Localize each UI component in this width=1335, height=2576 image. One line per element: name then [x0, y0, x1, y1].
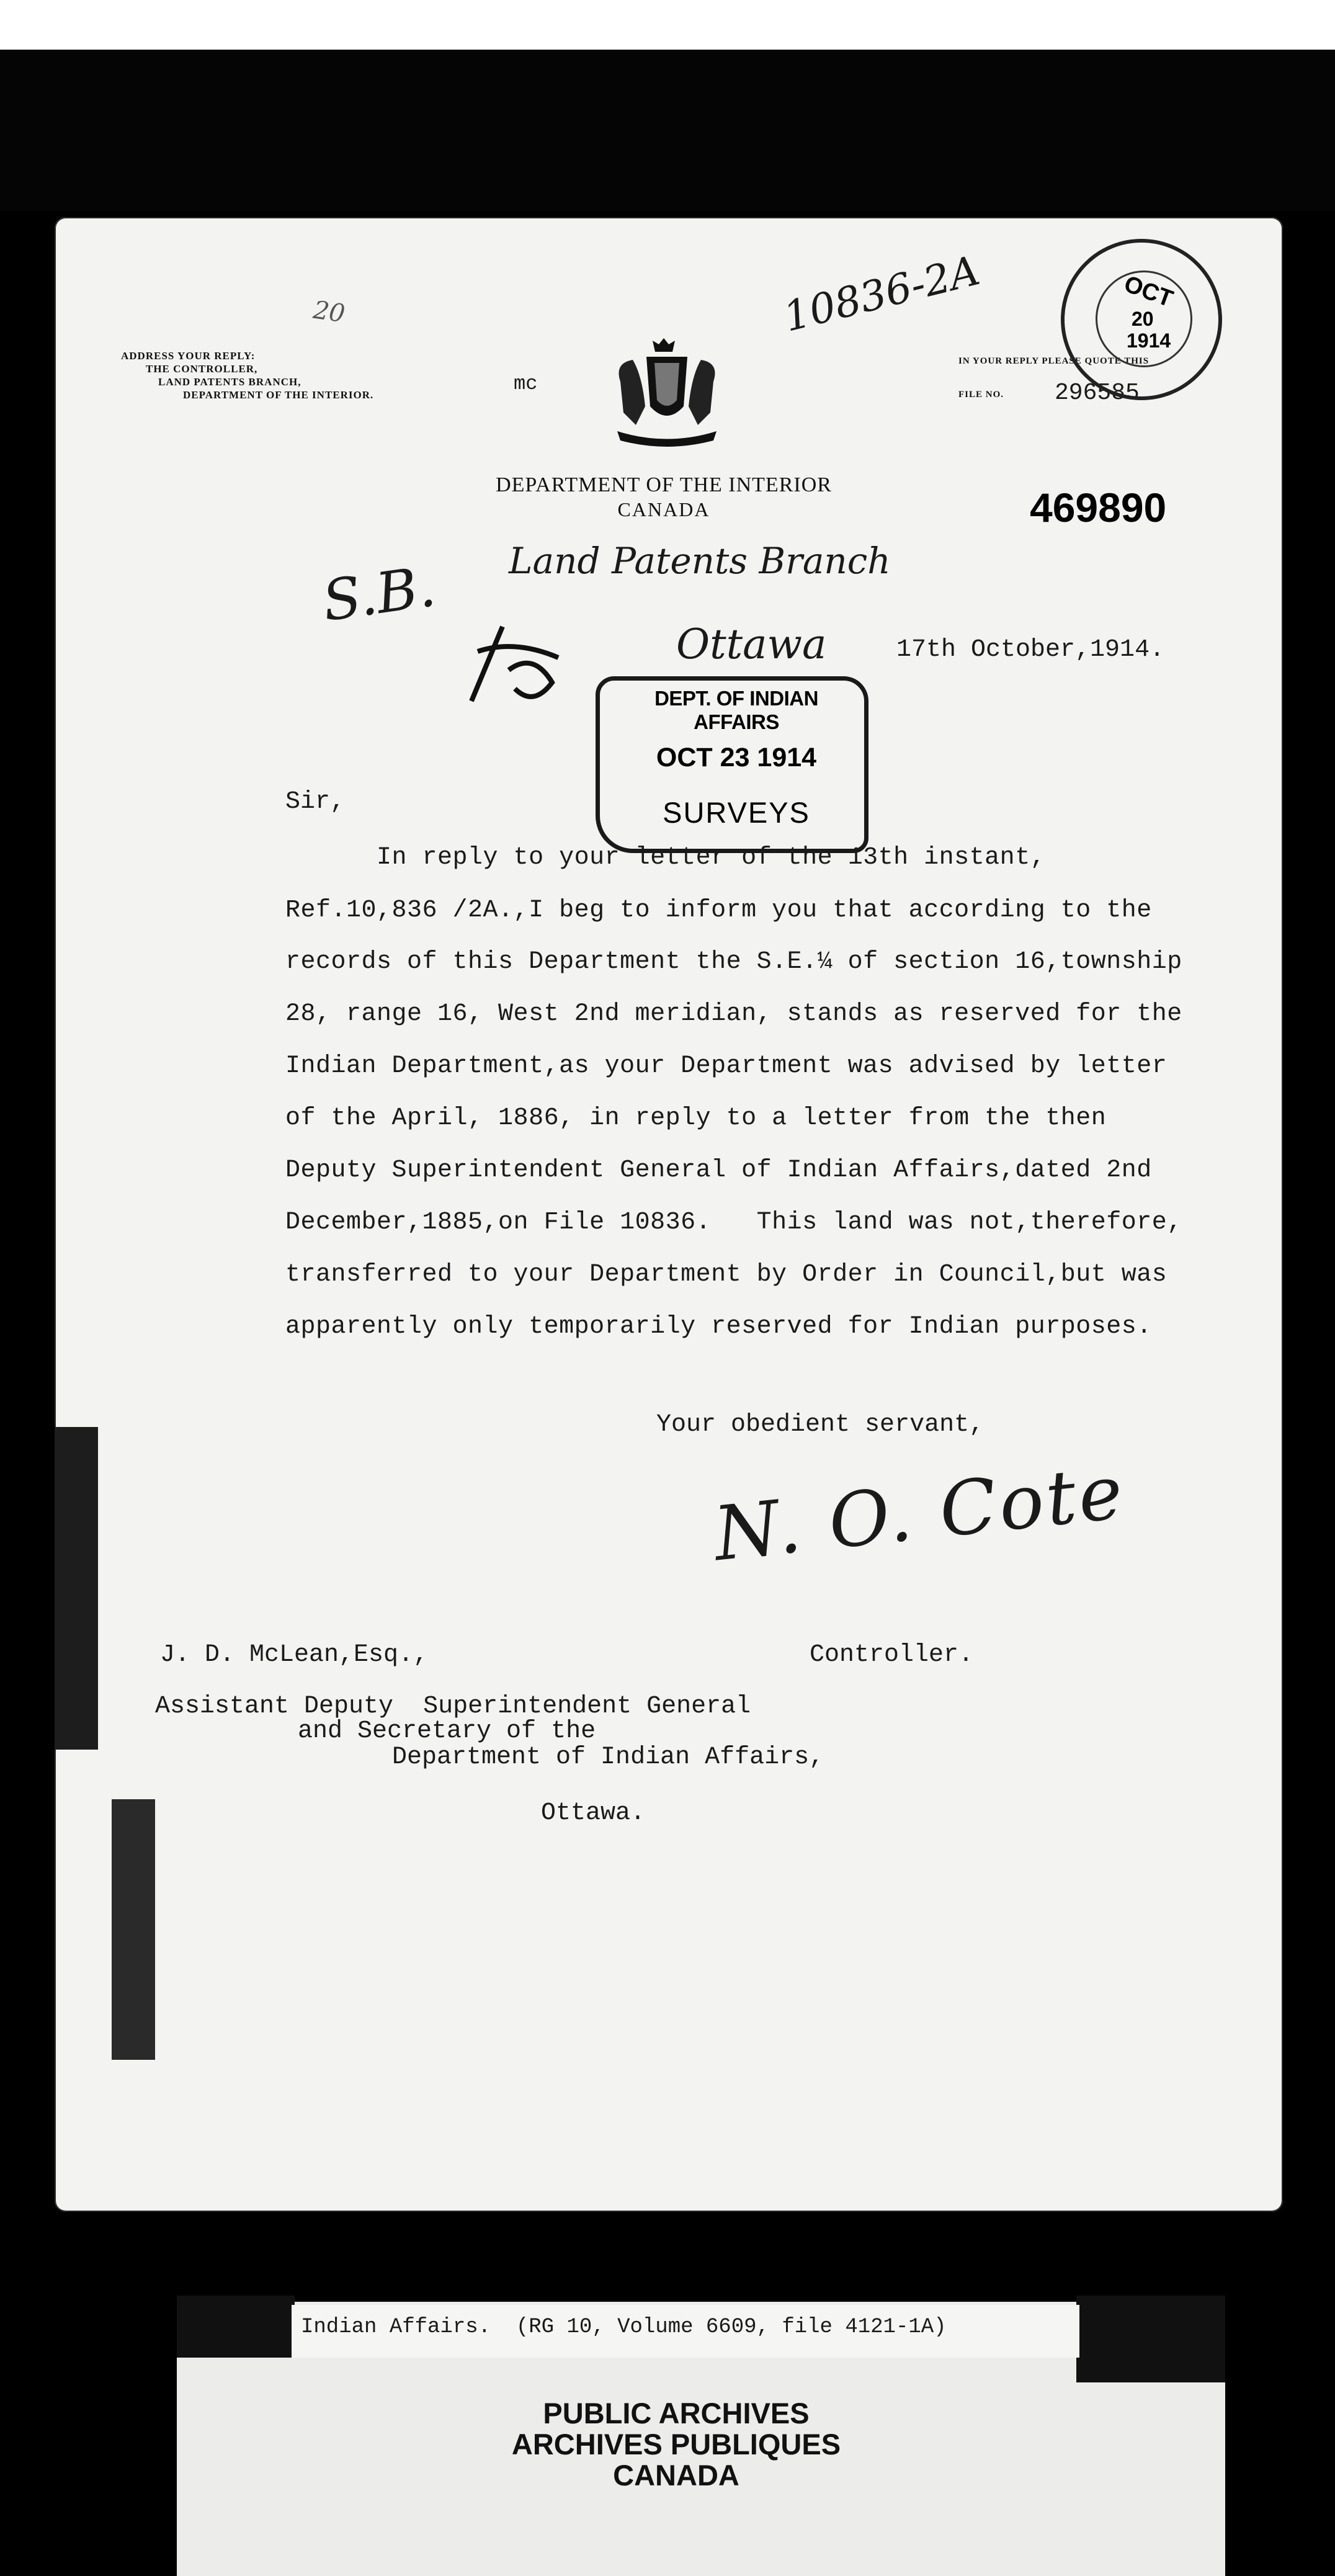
stamp-department: DEPT. OF INDIAN AFFAIRS: [654, 687, 818, 733]
body-line: transferred to your Department by Order in Council,but was: [285, 1261, 1168, 1289]
archives-line-fr: ARCHIVES PUBLIQUES: [511, 2428, 841, 2461]
top-margin: [0, 0, 1335, 50]
handwritten-file-number: 10836-2A: [779, 246, 985, 341]
letter-date: 17th October,1914.: [896, 636, 1165, 664]
address-line: LAND PATENTS BRANCH,: [158, 376, 301, 388]
body-line: Deputy Superintendent General of Indian Affairs,dated 2nd: [285, 1156, 1152, 1184]
label-shadow-left: [177, 2296, 295, 2358]
body-line: apparently only temporarily reserved for Indian purposes.: [285, 1313, 1152, 1341]
addressee-name: J. D. McLean,Esq.,: [160, 1641, 429, 1669]
stamp-date: OCT 23 1914: [656, 743, 817, 772]
body-line: of the April, 1886, in reply to a letter from the then: [285, 1104, 1107, 1132]
scan-border: [0, 50, 1335, 211]
reply-address-block: [121, 349, 373, 401]
city-name: Ottawa: [676, 620, 827, 668]
archive-reference: Indian Affairs. (RG 10, Volume 6609, file 4121-1A): [301, 2315, 947, 2339]
closing: Your obedient servant,: [656, 1411, 985, 1439]
quote-label: IN YOUR REPLY PLEASE QUOTE THIS: [958, 356, 1150, 366]
handwritten-initials: S.B.: [318, 553, 440, 635]
coat-of-arms-icon: [602, 338, 732, 450]
archives-line-country: CANADA: [613, 2459, 739, 2492]
torn-edge-lower: [112, 1799, 155, 2060]
postmark-year: 1914: [1127, 329, 1171, 352]
file-number: 296585: [1055, 380, 1140, 406]
department-country: CANADA: [617, 498, 710, 521]
address-line: DEPARTMENT OF THE INTERIOR.: [183, 389, 374, 401]
date-postmark: [1061, 239, 1222, 400]
salutation: Sir,: [285, 788, 346, 816]
torn-edge: [55, 1427, 98, 1750]
archives-line-en: PUBLIC ARCHIVES: [543, 2397, 810, 2430]
clerk-initials: mc: [514, 372, 538, 395]
branch-name: Land Patents Branch: [509, 540, 891, 582]
body-line: 28, range 16, West 2nd meridian, stands as reserved for the: [285, 1000, 1182, 1028]
address-line: THE CONTROLLER,: [146, 363, 258, 375]
label-shadow-right: [1076, 2296, 1225, 2382]
signature: N. O. Cote: [710, 1449, 1130, 1578]
addressee-line: Department of Indian Affairs,: [392, 1743, 824, 1771]
file-no-label: FILE NO.: [958, 390, 1004, 400]
body-line: December,1885,on File 10836. This land was not,therefore,: [285, 1209, 1182, 1237]
signatory-title: Controller.: [810, 1641, 974, 1669]
archives-title: [459, 2398, 893, 2491]
body-line: records of this Department the S.E.¼ of section 16,township: [285, 948, 1182, 976]
document-number: 469890: [1030, 485, 1167, 530]
address-line: ADDRESS YOUR REPLY:: [121, 350, 256, 362]
body-line: Ref.10,836 /2A.,I beg to inform you that according to the: [285, 897, 1152, 924]
handwritten-small-number: 20: [311, 295, 347, 329]
surveys-received-stamp: [596, 676, 868, 853]
addressee-city: Ottawa.: [541, 1799, 646, 1827]
body-line: In reply to your letter of the 13th instant,: [285, 844, 1046, 872]
addressee-line: and Secretary of the: [298, 1717, 596, 1745]
stamp-surveys: SURVEYS: [663, 796, 810, 829]
postmark-month: OCT: [1120, 271, 1177, 313]
addressee-line: Assistant Deputy Superintendent General: [155, 1693, 751, 1720]
handwritten-scribble-icon: [459, 614, 571, 720]
body-line: Indian Department,as your Department was advised by letter: [285, 1052, 1168, 1080]
postmark-day: 20: [1132, 308, 1154, 330]
department-name: DEPARTMENT OF THE INTERIOR: [496, 473, 832, 496]
